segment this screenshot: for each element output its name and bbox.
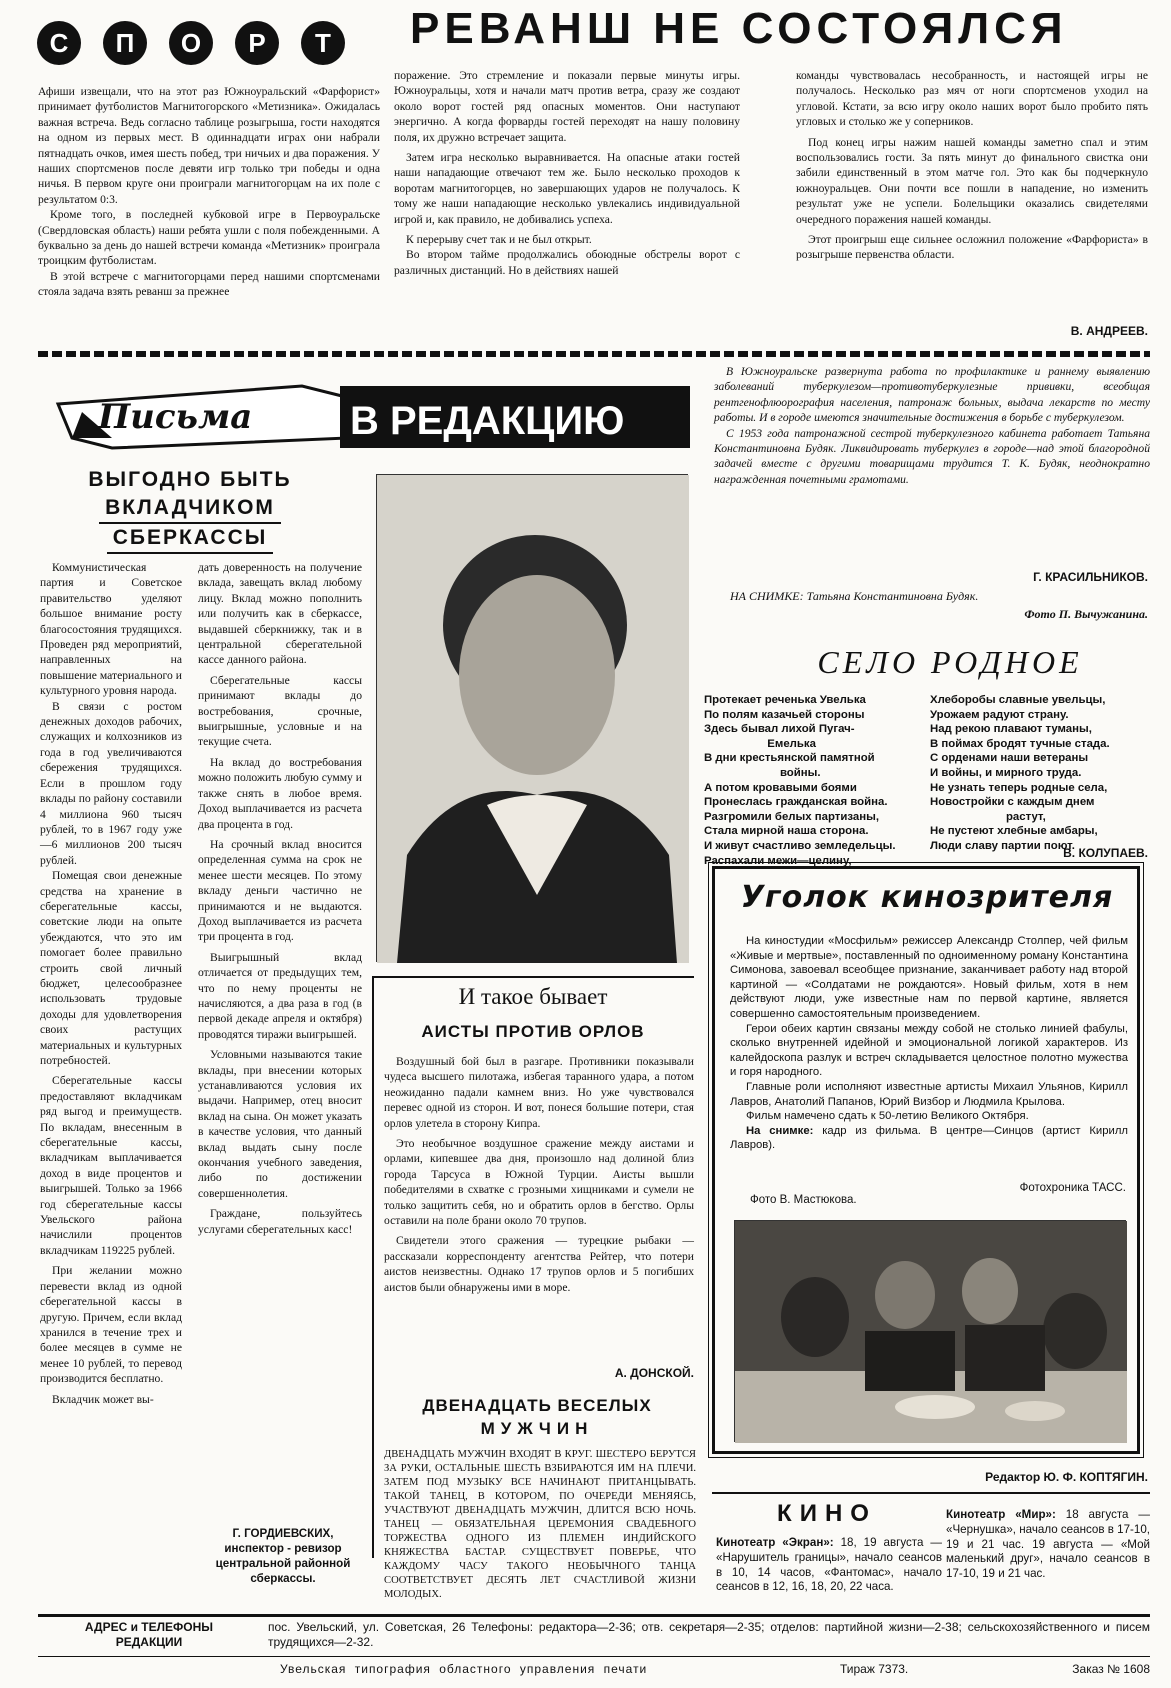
poem-line: Новостройки с каждым днем bbox=[930, 796, 1095, 809]
poem-line: Не пустеют хлебные амбары, bbox=[930, 825, 1098, 838]
men-title bbox=[384, 1394, 690, 1444]
footer-printer: Увельская типография областного управления печати bbox=[280, 1662, 648, 1676]
tb-photo-credit: Фото П. Вычужанина. bbox=[1024, 607, 1148, 621]
sport-paragraph: Затем игра несколько выравнивается. На опасные атаки гостей наши нападающие отвечают тем же. Было несколько проходов к воротам магнитогорцев, но завершающих ударов не получалось. К тому же наши нападающие несколько увлекались индивидуальной игрой и, как правило, не добивались успеха. bbox=[394, 151, 740, 226]
sport-column-2 bbox=[394, 68, 740, 346]
poem-line: Люди славу партии поют. bbox=[930, 839, 1075, 852]
sport-headline: РЕВАНШ НЕ СОСТОЯЛСЯ bbox=[410, 4, 1068, 53]
storks-text bbox=[384, 1054, 694, 1358]
poem-line: А потом кровавыми боями bbox=[704, 781, 857, 794]
cinema-paragraph: Главные роли исполняют известные артисты Михаил Ульянов, Кирилл Лавров, Анатолий Папанов, Юрий Визбор и Людмила Крылова. bbox=[730, 1080, 1128, 1108]
tb-caption: НА СНИМКЕ: Татьяна Константиновна Будяк. bbox=[730, 589, 979, 603]
poem-line: Хлеборобы славные увельцы, bbox=[930, 694, 1106, 706]
cinema-corner-title: Уголок кинозрителя bbox=[740, 880, 1114, 915]
footer-label-line: РЕДАКЦИИ bbox=[115, 1635, 183, 1649]
cinema-paragraph: Фильм намечено сдать к 50-летию Великого Октября. bbox=[746, 1110, 1029, 1123]
savings-column-1 bbox=[40, 560, 182, 1570]
sport-paragraph: Во втором тайме продолжались обоюдные обстрелы ворот с различных дистанций. Но в действиях нашей bbox=[394, 248, 740, 277]
tb-paragraph: В Южноуральске развернута работа по профилактике и раннему выявлению заболеваний туберкулезом—противотуберкулезные прививки, всеобщая рентгенофлюорография населения, патронаж больных, выдача лекарств по месту работы. И в городе имеются значительные достижения в борьбе с туберкулезом. bbox=[714, 365, 1150, 425]
sport-paragraph: Кроме того, в последней кубковой игре в Первоуральске (Свердловская область) наши ребята ушли с поля побежденными. А буквально за день до нашей встречи команда «Метизник» проиграла троицким футболистам. bbox=[38, 208, 380, 268]
kino-ekran-schedule: 18, 19 августа — «Нарушитель границы», начало сеансов в 10, 14 часов, «Фантомас», начало сеансов в 12, 16, 18, 20, 22 часа. bbox=[716, 1536, 942, 1594]
tb-article bbox=[714, 364, 1150, 570]
kino-mir-schedule: 18 августа — «Чернушка», начало сеансов в 17-10, 19 и 21 час. 19 августа — «Мой маленький друг», начало сеансов в 17-10, 19 и 21 час. bbox=[946, 1508, 1150, 1581]
kino-left bbox=[716, 1536, 942, 1616]
storks-paragraph: Это необычное воздушное сражение между аистами и орлами, кипевшее два дня, произошло над долиной близ города Тарсуса в Южной Турции. Аисты вышли победителями в схватке с грозными хищниками и сумели не только защитить себя, но и обратить орлов в бегство. Орлы оставили на поле брани около 70 трупов. bbox=[384, 1137, 694, 1228]
footer-address: пос. Увельский, ул. Советская, 26 Телефоны: редактора—2-36; отв. секретаря—2-35; отделов: партийной жизни—2-38; сельскохозяйственного и писем трудящихся—2-32. bbox=[268, 1620, 1150, 1649]
savings-title bbox=[40, 466, 340, 552]
sport-letter-1: С bbox=[49, 28, 69, 58]
portrait-photo bbox=[376, 474, 688, 962]
men-title-line: ДВЕНАДЦАТЬ ВЕСЕЛЫХ bbox=[422, 1396, 652, 1415]
poem-line: Не узнать теперь родные села, bbox=[930, 781, 1108, 794]
cinema-corner-text bbox=[730, 934, 1128, 1178]
letters-script-word: Письма bbox=[98, 397, 253, 437]
storks-paragraph: Воздушный бой был в разгаре. Противники показывали чудеса высшего пилотажа, избегая таранного удара, а потом неожиданно падали камнем вниз. Но уже чувствовался перевес одной из сторон. И вот, понеся большие потери, стая орлов улетела в сторону Кипра. bbox=[384, 1055, 694, 1130]
kino-title: КИНО bbox=[777, 1500, 877, 1527]
tb-paragraph: С 1953 года патронажной сестрой туберкулезного кабинета работает Татьяна Константиновна Будяк. Ликвидировать туберкулез в городе—над этой благородной задачей вместе с другими товарищами трудится Т. К. Будяк, неоднократно награжденная почетными грамотами. bbox=[714, 426, 1150, 486]
editor-rule bbox=[712, 1492, 1150, 1494]
storks-paragraph: Свидетели этого сражения — турецкие рыбаки — рассказали корреспонденту агентства Рейтер, что потери аистов неизвестны. Однако 17 трупов орлов и 5 погибших аистов были обнаружены ими в море. bbox=[384, 1234, 694, 1294]
poem-line: С орденами наши ветераны bbox=[930, 752, 1089, 765]
kino-mir-lead: Кинотеатр «Мир»: bbox=[946, 1508, 1056, 1521]
letters-banner bbox=[52, 382, 692, 452]
poem-line: Стала мирной наша сторона. bbox=[704, 825, 869, 838]
cinema-caption bbox=[730, 1124, 1128, 1153]
savings-title-line: ВЫГОДНО БЫТЬ bbox=[88, 468, 292, 491]
cinema-paragraph: На киностудии «Мосфильм» режиссер Александр Столпер, чей фильм «Живые и мертвые», поставленный по одноименному роману Константина Симонова, завоевал всеобщее признание, заканчивает работу над второй картиной — «Солдатами не рождаются». Новый фильм, хотя в нем действуют люди, уже известные нам по первой картине, является совершенно самостоятельным произведением. bbox=[730, 935, 1128, 1020]
poem-line: Разгромили белых партизаны, bbox=[704, 810, 879, 823]
sport-author: В. АНДРЕЕВ. bbox=[1070, 324, 1148, 338]
savings-paragraph: Условными называются такие вклады, при внесении которых устанавливаются условия их выдачи. Например, отец вносит вклад на сына. Он может указать в качестве условия, что данный вклад выдать сыну после окончания учебного заведения, либо по достижении совершеннолетия. bbox=[198, 1048, 362, 1200]
poem-left-stanza bbox=[704, 693, 932, 885]
footer-label-line: АДРЕС и ТЕЛЕФОНЫ bbox=[84, 1620, 214, 1634]
kino-right bbox=[946, 1508, 1150, 1608]
footer-rule bbox=[38, 1614, 1150, 1617]
letters-word: В РЕДАКЦИЮ bbox=[350, 399, 625, 443]
poem-line: Емелька bbox=[704, 737, 816, 750]
savings-paragraph: Граждане, пользуйтесь услугами сберегательных касс! bbox=[198, 1207, 362, 1236]
savings-title-line: СБЕРКАССЫ bbox=[107, 524, 274, 554]
footer-rule-2 bbox=[38, 1656, 1150, 1657]
poem-line: Распахали межи—целину, bbox=[704, 854, 852, 867]
poem-title: СЕЛО РОДНОЕ bbox=[817, 644, 1083, 680]
poem-line: растут, bbox=[930, 810, 1046, 823]
savings-paragraph: Помещая свои денежные средства на хранение в сберегательные кассы, советские люди на опыте убеждаются, что это им помогает более правильно строить свой личный бюджет, целесообразнее использовать трудовые доходы для удовлетворения своих растущих материальных и культурных потребностей. bbox=[40, 869, 182, 1067]
savings-paragraph: В связи с ростом денежных доходов рабочих, служащих и колхозников из года в год увеличиваются сбережения трудящихся. Если в прошлом году вклады по району составили 4 миллиона 960 тысяч рублей, то в 1967 году уже—6 миллионов 200 тысяч рублей. bbox=[40, 699, 182, 867]
sport-rubric bbox=[26, 18, 356, 68]
footer-order: Заказ № 1608 bbox=[1072, 1662, 1150, 1676]
editor-line: Редактор Ю. Ф. КОПТЯГИН. bbox=[985, 1470, 1148, 1484]
savings-column-2 bbox=[198, 560, 362, 1460]
sport-paragraph: Под конец игры нажим нашей команды заметно спал и этим воспользовались гости. За пять минут до финального свистка они забили единственный в этом матче гол. Это как бы подчеркнуло южноуральцев. Они почти все пошли в нападение, но изменить результат уже не успели. Болельщики оказались свидетелями очередного поражения нашей команды. bbox=[796, 135, 1148, 226]
tb-author: Г. КРАСИЛЬНИКОВ. bbox=[1033, 570, 1148, 584]
poem-line: И войны, и мирного труда. bbox=[930, 766, 1082, 779]
poem-author: В. КОЛУПАЕВ. bbox=[1063, 846, 1148, 860]
savings-author-title: инспектор - ревизор центральной районной сберкассы. bbox=[215, 1542, 351, 1585]
poem-line: И живут счастливо земледельцы. bbox=[704, 839, 896, 852]
film-still-art bbox=[735, 1221, 1127, 1443]
sport-letter-4: Р bbox=[248, 28, 266, 58]
poem-right-stanza bbox=[930, 693, 1150, 869]
footer-address-label bbox=[44, 1620, 254, 1654]
portrait-photo-art bbox=[377, 475, 689, 963]
savings-paragraph: Выигрышный вклад отличается от предыдущих тем, что по нему проценты не начисляются, а два раза в год (в первой декаде апреля и октября) проводятся тиражи выигрышей. bbox=[198, 950, 362, 1041]
savings-paragraph: дать доверенность на получение вклада, завещать вклад любому лицу. Вклад можно пополнить или получить как в сберкассе, выдавшей сберкнижку, так и в центральной сберегательной кассе данного района. bbox=[198, 561, 362, 667]
poem-line: В дни крестьянской памятной bbox=[704, 752, 875, 765]
letters-banner-art bbox=[52, 382, 692, 452]
cinema-caption-text: кадр из фильма. В центре—Синцов (артист Кирилл Лавров). bbox=[730, 1124, 1129, 1152]
poem-line: Здесь бывал лихой Пугач- bbox=[704, 723, 855, 736]
storks-author: А. ДОНСКОЙ. bbox=[614, 1366, 694, 1380]
storks-rubric: И такое бывает bbox=[458, 984, 608, 1009]
kino-ekran-lead: Кинотеатр «Экран»: bbox=[716, 1536, 834, 1549]
sport-rubric-circles bbox=[26, 18, 356, 68]
poem-line: Пронеслась гражданская война. bbox=[704, 796, 888, 809]
savings-signature bbox=[198, 1526, 368, 1590]
poem-line: По полям казачьей стороны bbox=[704, 708, 865, 721]
sport-paragraph: поражение. Это стремление и показали первые минуты игры. Южноуральцы, хотя и начали матч против ветра, сразу же создают около ворот гостей ряд опасных моментов. Они наступают энергично. А когда форварды гостей переходят на нашу половину поля, их дружно встречает защита. bbox=[394, 69, 740, 144]
savings-paragraph: Сберегательные кассы принимают вклады до востребования, срочные, выигрышные, условные и на текущие счета. bbox=[198, 673, 362, 749]
cinema-caption-lead: На снимке: bbox=[746, 1124, 814, 1137]
savings-paragraph: При желании можно перевести вклад из одной сберегательной кассы в другую. Причем, если вклад хранился в течение трех и более месяцев в сумме не менее 10 рублей, то перевод производится бесплатно. bbox=[40, 1264, 182, 1386]
sport-paragraph: К перерыву счет так и не был открыт. bbox=[406, 233, 592, 247]
sport-paragraph: Афиши извещали, что на этот раз Южноуральский «Фарфорист» принимает футболистов Магнитогорского «Метизника». Ожидалась важная встреча. Ведь согласно таблице розыгрыша, гости находятся на одном из первых мест. В одиннадцати играх они набрали пятнадцать очков, имея шесть побед, три ничьих и два поражения. У наших спортсменов после девяти игр только три победы и одна ничья. В первом круге они проиграли магнитогорцам на их поле с результатом 0:3. bbox=[38, 85, 380, 206]
sport-paragraph: команды чувствовалась несобранность, и настоящей игры не получалось. Несколько раз мяч от ноги спортсменов уходил на угловой. Кстати, за всю игру около наших ворот было пробито пять угловых и столько же у соперников. bbox=[796, 69, 1148, 129]
savings-paragraph: Вкладчик может вы- bbox=[52, 1392, 154, 1406]
film-still-photo bbox=[734, 1220, 1126, 1442]
savings-author: Г. ГОРДИЕВСКИХ, bbox=[232, 1527, 334, 1540]
sport-column-1 bbox=[38, 84, 380, 346]
savings-title-line: ВКЛАДЧИКОМ bbox=[99, 494, 281, 524]
poem-line: Протекает реченька Увелька bbox=[704, 694, 866, 706]
savings-paragraph: На срочный вклад вносится определенная сумма на срок не менее шести месяцев. По этому вкладу деньги частично не принимаются и не выдаются. Доход выплачивается из расчета три процента в год. bbox=[198, 837, 362, 944]
sport-letter-5: Т bbox=[315, 28, 331, 58]
men-title-line: МУЖЧИН bbox=[480, 1419, 594, 1438]
savings-paragraph: Коммунистическая партия и Советское правительство уделяют большое внимание росту благосостояния трудящихся. Проведен ряд мероприятий, направленных на повышение материального и культурного уровня народа. bbox=[40, 561, 182, 698]
men-text: ДВЕНАДЦАТЬ МУЖЧИН ВХОДЯТ В КРУГ. ШЕСТЕРО БЕРУТСЯ ЗА РУКИ, ОСТАЛЬНЫЕ ШЕСТЬ ВЗБИРАЮТСЯ ИМ НА ПЛЕЧИ. ЗАТЕМ ПОД МУЗЫКУ ВСЕ НАЧИНАЮТ ПРИТАНЦЫВАТЬ. ТАКОЙ ТАНЕЦ, В КОТОРОМ, ПО ОЧЕРЕДИ МЕНЯЯСЬ, УЧАСТВУЮТ ДВЕНАДЦАТЬ МУЖЧИН, ДЛИТСЯ ВСЮ НОЧЬ. ТАНЕЦ — ОБЯЗАТЕЛЬНАЯ ЦЕРЕМОНИЯ СВАДЕБНОГО ТОРЖЕСТВА ОДНОГО ИЗ ПЛЕМЕН ИНДИЙСКОГО КНЯЖЕСТВА БАСТАР. СУЩЕСТВУЕТ ПОВЕРЬЕ, ЧТО КАЖДОМУ ЧАСУ ТАКОГО НЕОБЫЧНОГО ТАНЦА СООТВЕТСТВУЕТ ДЕСЯТЬ ЛЕТ СЧАСТЛИВОЙ ЖИЗНИ МОЛОДЫХ. bbox=[384, 1449, 696, 1600]
cinema-paragraph: Герои обеих картин связаны между собой не столько линией фабулы, сколько внутренней идейной и эмоциональной логикой характеров. Из калейдоскопа разлук и встреч складывается целостное полотно мужества и горя народного. bbox=[730, 1022, 1128, 1079]
sport-column-3 bbox=[796, 68, 1148, 320]
sport-letter-2: П bbox=[115, 28, 135, 58]
section-divider bbox=[38, 351, 1150, 357]
poem-line: Урожаем радуют страну. bbox=[930, 708, 1069, 721]
sport-paragraph: В этой встрече с магнитогорцами перед нашими спортсменами стояла задача взять реванш за прежнее bbox=[38, 269, 380, 299]
poem-line: войны. bbox=[704, 766, 821, 779]
poem-line: Над рекою плавают туманы, bbox=[930, 723, 1092, 736]
sport-paragraph: Этот проигрыш еще сильнее осложнил положение «Фарфориста» в розыгрыше первенства области. bbox=[796, 233, 1148, 262]
poem-line: В поймах бродят тучные стада. bbox=[930, 737, 1110, 750]
footer-circulation: Тираж 7373. bbox=[840, 1662, 909, 1676]
savings-paragraph: На вклад до востребования можно положить любую сумму и также снять в любое время. Доход выплачивается из расчета два процента в год. bbox=[198, 755, 362, 831]
cinema-credit: Фотохроника ТАСС. bbox=[1019, 1182, 1126, 1194]
savings-paragraph: Сберегательные кассы предоставляют вкладчикам ряд выгод и преимуществ. По вкладам, внесенным в сберегательные кассы, вкладчикам выплачивается доход в виде процентов и выигрышей. Только за 1966 год сберегательные кассы Увельского района начислили процентов вкладчикам 119225 рублей. bbox=[40, 1074, 182, 1257]
cinema-photo-credit: Фото В. Мастюкова. bbox=[750, 1194, 857, 1206]
storks-title: АИСТЫ ПРОТИВ ОРЛОВ bbox=[421, 1022, 645, 1041]
sport-letter-3: О bbox=[180, 28, 202, 58]
